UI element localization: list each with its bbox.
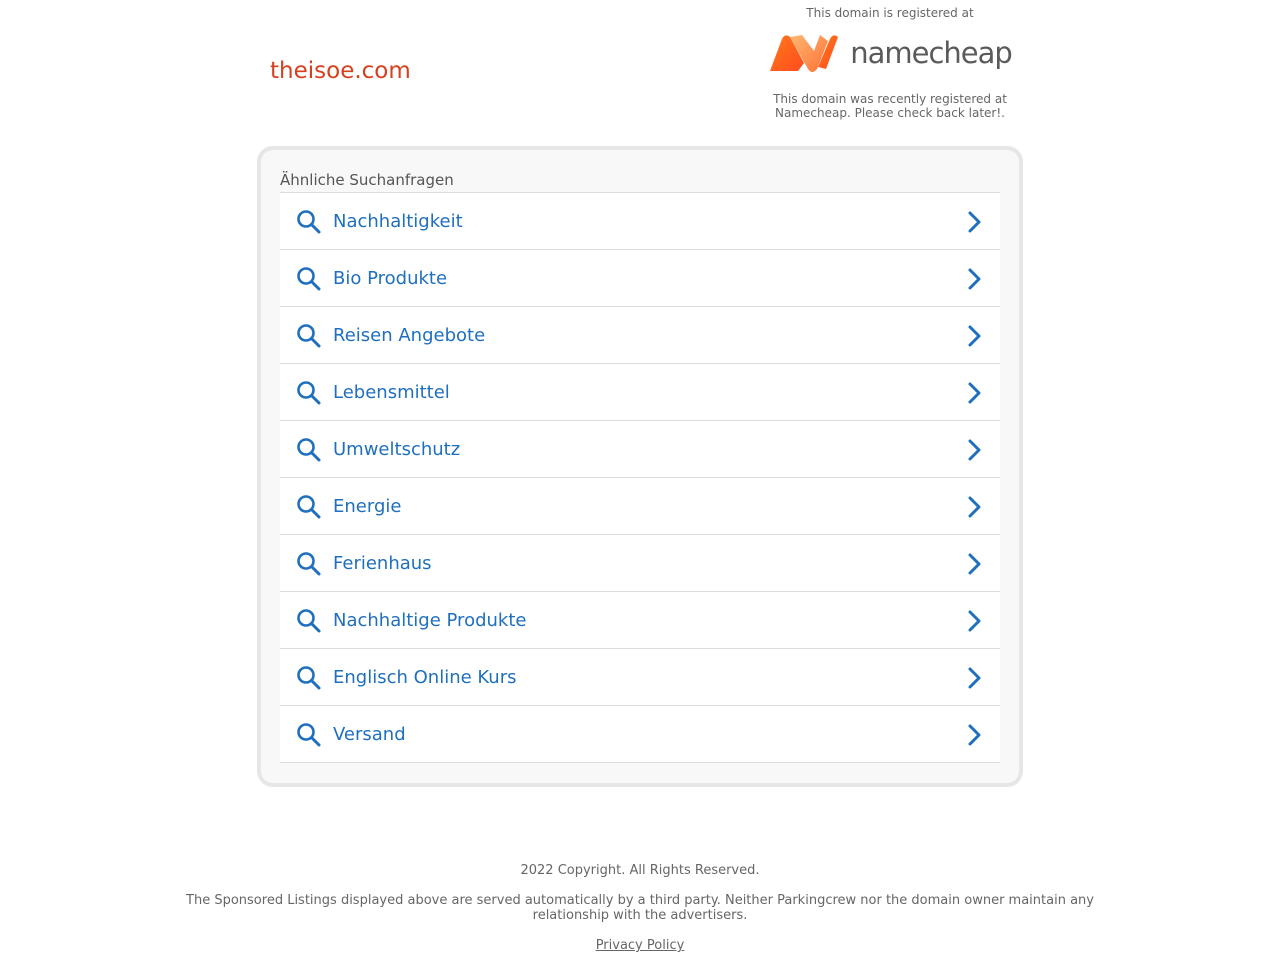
chevron-right-icon (966, 666, 984, 690)
registrar-note: This domain was recently registered at Namecheap. Please check back later!. (773, 92, 1007, 120)
chevron-right-icon (966, 324, 984, 348)
related-searches-panel (257, 146, 1023, 787)
search-row-label[interactable]: Versand (333, 723, 406, 745)
search-row-label[interactable]: Bio Produkte (333, 267, 448, 289)
search-row-label[interactable]: Reisen Angebote (333, 324, 486, 346)
footer-disclaimer: The Sponsored Listings displayed above are served automatically by a third party. Neither Parkingcrew nor the domain owner maintain any relationship with the advertisers. (186, 893, 1094, 923)
related-searches-heading: Ähnliche Suchanfragen (280, 171, 454, 189)
chevron-right-icon (966, 552, 984, 576)
search-row-label[interactable]: Nachhaltige Produkte (333, 609, 527, 631)
search-row-label[interactable]: Englisch Online Kurs (333, 666, 517, 688)
search-row[interactable] (280, 592, 1000, 649)
namecheap-wordmark: namecheap (850, 36, 1012, 70)
search-row[interactable] (280, 364, 1000, 421)
chevron-right-icon (966, 495, 984, 519)
search-row[interactable] (280, 706, 1000, 763)
registered-at-label: This domain is registered at (806, 6, 974, 20)
search-row-label[interactable]: Nachhaltigkeit (333, 210, 463, 232)
chevron-right-icon (966, 267, 984, 291)
search-row[interactable] (280, 478, 1000, 535)
namecheap-n-icon (768, 33, 840, 73)
search-icon (296, 380, 322, 406)
related-searches-list (280, 192, 1000, 763)
footer-copyright: 2022 Copyright. All Rights Reserved. (520, 863, 760, 878)
chevron-right-icon (966, 438, 984, 462)
footer-privacy (0, 938, 1280, 953)
chevron-right-icon (966, 609, 984, 633)
search-icon (296, 266, 322, 292)
search-icon (296, 323, 322, 349)
registrar-block (760, 0, 1020, 120)
search-row[interactable] (280, 649, 1000, 706)
search-row-label[interactable]: Lebensmittel (333, 381, 450, 403)
domain-title: theisoe.com (270, 58, 411, 84)
search-icon (296, 437, 322, 463)
search-row-label[interactable]: Umweltschutz (333, 438, 461, 460)
chevron-right-icon (966, 723, 984, 747)
search-row-label[interactable]: Energie (333, 495, 402, 517)
privacy-policy-link[interactable]: Privacy Policy (595, 938, 685, 953)
search-row-label[interactable]: Ferienhaus (333, 552, 432, 574)
search-row[interactable] (280, 193, 1000, 250)
search-row[interactable] (280, 250, 1000, 307)
namecheap-logo[interactable] (760, 32, 1020, 74)
search-row[interactable] (280, 535, 1000, 592)
search-icon (296, 551, 322, 577)
chevron-right-icon (966, 210, 984, 234)
search-icon (296, 665, 322, 691)
search-row[interactable] (280, 421, 1000, 478)
search-icon (296, 722, 322, 748)
search-icon (296, 494, 322, 520)
search-row[interactable] (280, 307, 1000, 364)
chevron-right-icon (966, 381, 984, 405)
search-icon (296, 608, 322, 634)
search-icon (296, 209, 322, 235)
